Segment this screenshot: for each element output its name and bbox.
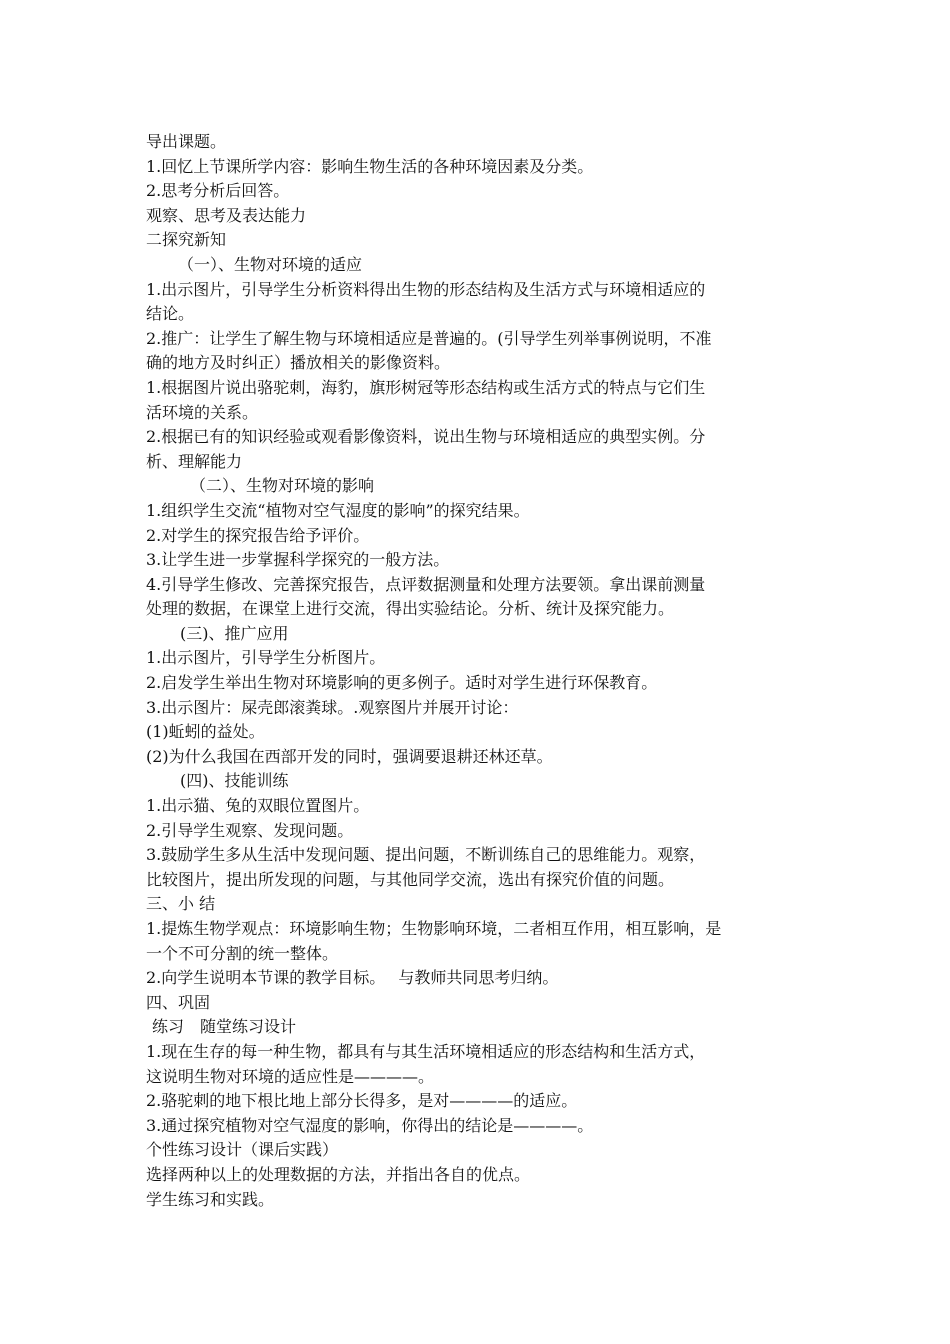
text-line: 4.引导学生修改、完善探究报告，点评数据测量和处理方法要领。拿出课前测量 — [146, 574, 706, 594]
text-line: 2.推广：让学生了解生物与环境相适应是普遍的。(引导学生列举事例说明，不准 — [146, 328, 712, 348]
section-heading: 四、巩固 — [146, 992, 211, 1012]
text-line: 学生练习和实践。 — [146, 1189, 275, 1209]
text-line: 2.骆驼刺的地下根比地上部分长得多，是对————的适应。 — [146, 1091, 578, 1111]
text-line: 2.向学生说明本节课的教学目标。 与教师共同思考归纳。 — [146, 968, 559, 988]
text-line: 活环境的关系。 — [146, 402, 259, 422]
section-heading: 二探究新知 — [146, 230, 227, 250]
text-line: 3.让学生进一步掌握科学探究的一般方法。 — [146, 550, 450, 570]
text-line: 选择两种以上的处理数据的方法，并指出各自的优点。 — [146, 1164, 531, 1184]
text-line: 1.出示图片，引导学生分析图片。 — [146, 648, 386, 668]
text-line: 处理的数据，在课堂上进行交流，得出实验结论。分析、统计及探究能力。 — [146, 599, 675, 619]
subsection-heading: (三)、推广应用 — [180, 623, 289, 643]
text-line: (1)蚯蚓的益处。 — [146, 722, 265, 742]
text-line: 一个不可分割的统一整体。 — [146, 943, 339, 963]
text-line: 导出课题。 — [146, 132, 227, 151]
text-line: 3.通过探究植物对空气湿度的影响，你得出的结论是————。 — [146, 1115, 594, 1135]
text-line: 2.对学生的探究报告给予评价。 — [146, 525, 370, 545]
text-line: 比较图片，提出所发现的问题，与其他同学交流，选出有探究价值的问题。 — [146, 869, 675, 889]
text-line: 这说明生物对环境的适应性是————。 — [146, 1066, 435, 1086]
subsection-heading: （一）、生物对环境的适应 — [178, 254, 363, 274]
subsection-heading: （二）、生物对环境的影响 — [190, 476, 375, 496]
text-line: 观察、思考及表达能力 — [146, 205, 307, 225]
subsection-heading: (四)、技能训练 — [180, 771, 289, 791]
subsection-heading: 练习 随堂练习设计 — [152, 1017, 297, 1037]
text-line: 结论。 — [146, 304, 195, 324]
text-line: 2.引导学生观察、发现问题。 — [146, 820, 354, 840]
section-heading: 三、小 结 — [146, 894, 216, 914]
text-line: 1.组织学生交流“植物对空气湿度的影响”的探究结果。 — [146, 500, 530, 520]
text-line: 2.根据已有的知识经验或观看影像资料，说出生物与环境相适应的典型实例。分 — [146, 427, 706, 447]
text-line: (2)为什么我国在西部开发的同时，强调要退耕还林还草。 — [146, 746, 553, 766]
text-line: 个性练习设计（课后实践） — [146, 1140, 339, 1160]
text-line: 1.根据图片说出骆驼刺，海豹，旗形树冠等形态结构或生活方式的特点与它们生 — [146, 377, 706, 397]
text-line: 1.出示图片，引导学生分析资料得出生物的形态结构及生活方式与环境相适应的 — [146, 279, 706, 299]
text-line: 2.思考分析后回答。 — [146, 181, 290, 201]
text-line: 1.出示猫、兔的双眼位置图片。 — [146, 796, 370, 816]
document-page — [146, 130, 812, 1212]
text-line: 3.出示图片：屎壳郎滚粪球。.观察图片并展开讨论： — [146, 697, 519, 717]
text-line: 2.启发学生举出生物对环境影响的更多例子。适时对学生进行环保教育。 — [146, 673, 658, 693]
text-line: 1.现在生存的每一种生物，都具有与其生活环境相适应的形态结构和生活方式， — [146, 1041, 706, 1061]
text-line: 1.回忆上节课所学内容：影响生物生活的各种环境因素及分类。 — [146, 156, 594, 176]
text-line: 确的地方及时纠正）播放相关的影像资料。 — [146, 353, 451, 373]
text-line: 1.提炼生物学观点：环境影响生物；生物影响环境，二者相互作用，相互影响，是 — [146, 919, 722, 938]
text-line: 3.鼓励学生多从生活中发现问题、提出问题，不断训练自己的思维能力。观察， — [146, 845, 706, 865]
text-line: 析、理解能力 — [146, 451, 243, 471]
